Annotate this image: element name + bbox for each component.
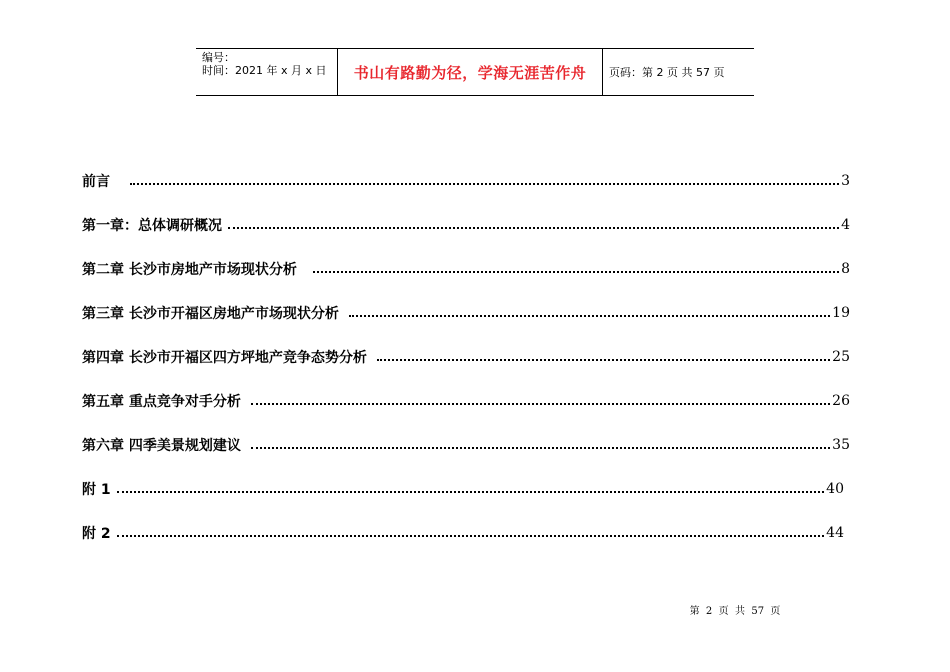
- toc-entry-page: 25: [832, 349, 850, 365]
- doc-number-label: 编号：: [202, 51, 235, 64]
- header-motto: 书山有路勤为径，学海无涯苦作舟: [338, 49, 603, 95]
- toc-entry-title: 第六章 四季美景规划建议: [82, 438, 241, 454]
- toc-entry-title: 第五章 重点竞争对手分析: [82, 394, 241, 410]
- toc-entry-chapter-4[interactable]: [82, 346, 850, 368]
- toc-entry-title: 前言: [82, 174, 110, 190]
- toc-entry-chapter-3[interactable]: [82, 302, 850, 324]
- toc-leader-dots: [251, 403, 830, 405]
- toc-leader-dots: [228, 227, 839, 229]
- toc-entry-chapter-5[interactable]: [82, 390, 850, 412]
- toc-entry-chapter-1[interactable]: [82, 214, 850, 236]
- toc-entry-page: 3: [841, 173, 850, 189]
- toc-entry-preface[interactable]: [82, 170, 850, 192]
- toc-entry-page: 35: [832, 437, 850, 453]
- header-page-info: 页码：第 2 页 共 57 页: [609, 66, 725, 79]
- toc-entry-page: 40: [826, 481, 844, 497]
- toc-entry-page: 19: [832, 305, 850, 321]
- toc-entry-chapter-2[interactable]: [82, 258, 850, 280]
- toc-entry-appendix-2[interactable]: [82, 522, 850, 544]
- toc-entry-page: 4: [841, 217, 850, 233]
- toc-entry-title: 第三章 长沙市开福区房地产市场现状分析: [82, 306, 339, 322]
- toc-entry-appendix-1[interactable]: [82, 478, 850, 500]
- toc-entry-title: 第一章：总体调研概况: [82, 218, 222, 234]
- toc-leader-dots: [377, 359, 830, 361]
- page-header: [196, 48, 754, 96]
- toc-entry-page: 44: [826, 525, 844, 541]
- toc-leader-dots: [313, 271, 839, 273]
- toc-entry-title: 第二章 长沙市房地产市场现状分析: [82, 262, 297, 278]
- toc-entry-title: 附 2: [82, 526, 111, 542]
- toc-entry-page: 8: [841, 261, 850, 277]
- toc-entry-page: 26: [832, 393, 850, 409]
- toc-leader-dots: [117, 491, 825, 493]
- doc-time-label: 时间：2021 年 x 月 x 日: [202, 64, 327, 77]
- toc-leader-dots: [130, 183, 839, 185]
- toc-entry-title: 第四章 长沙市开福区四方坪地产竞争态势分析: [82, 350, 367, 366]
- header-meta: [196, 49, 338, 95]
- toc-leader-dots: [349, 315, 830, 317]
- page-footer: 第 2 页 共 57 页: [689, 606, 781, 617]
- toc-leader-dots: [117, 535, 825, 537]
- toc-entry-title: 附 1: [82, 482, 111, 498]
- toc-entry-chapter-6[interactable]: [82, 434, 850, 456]
- toc-leader-dots: [251, 447, 830, 449]
